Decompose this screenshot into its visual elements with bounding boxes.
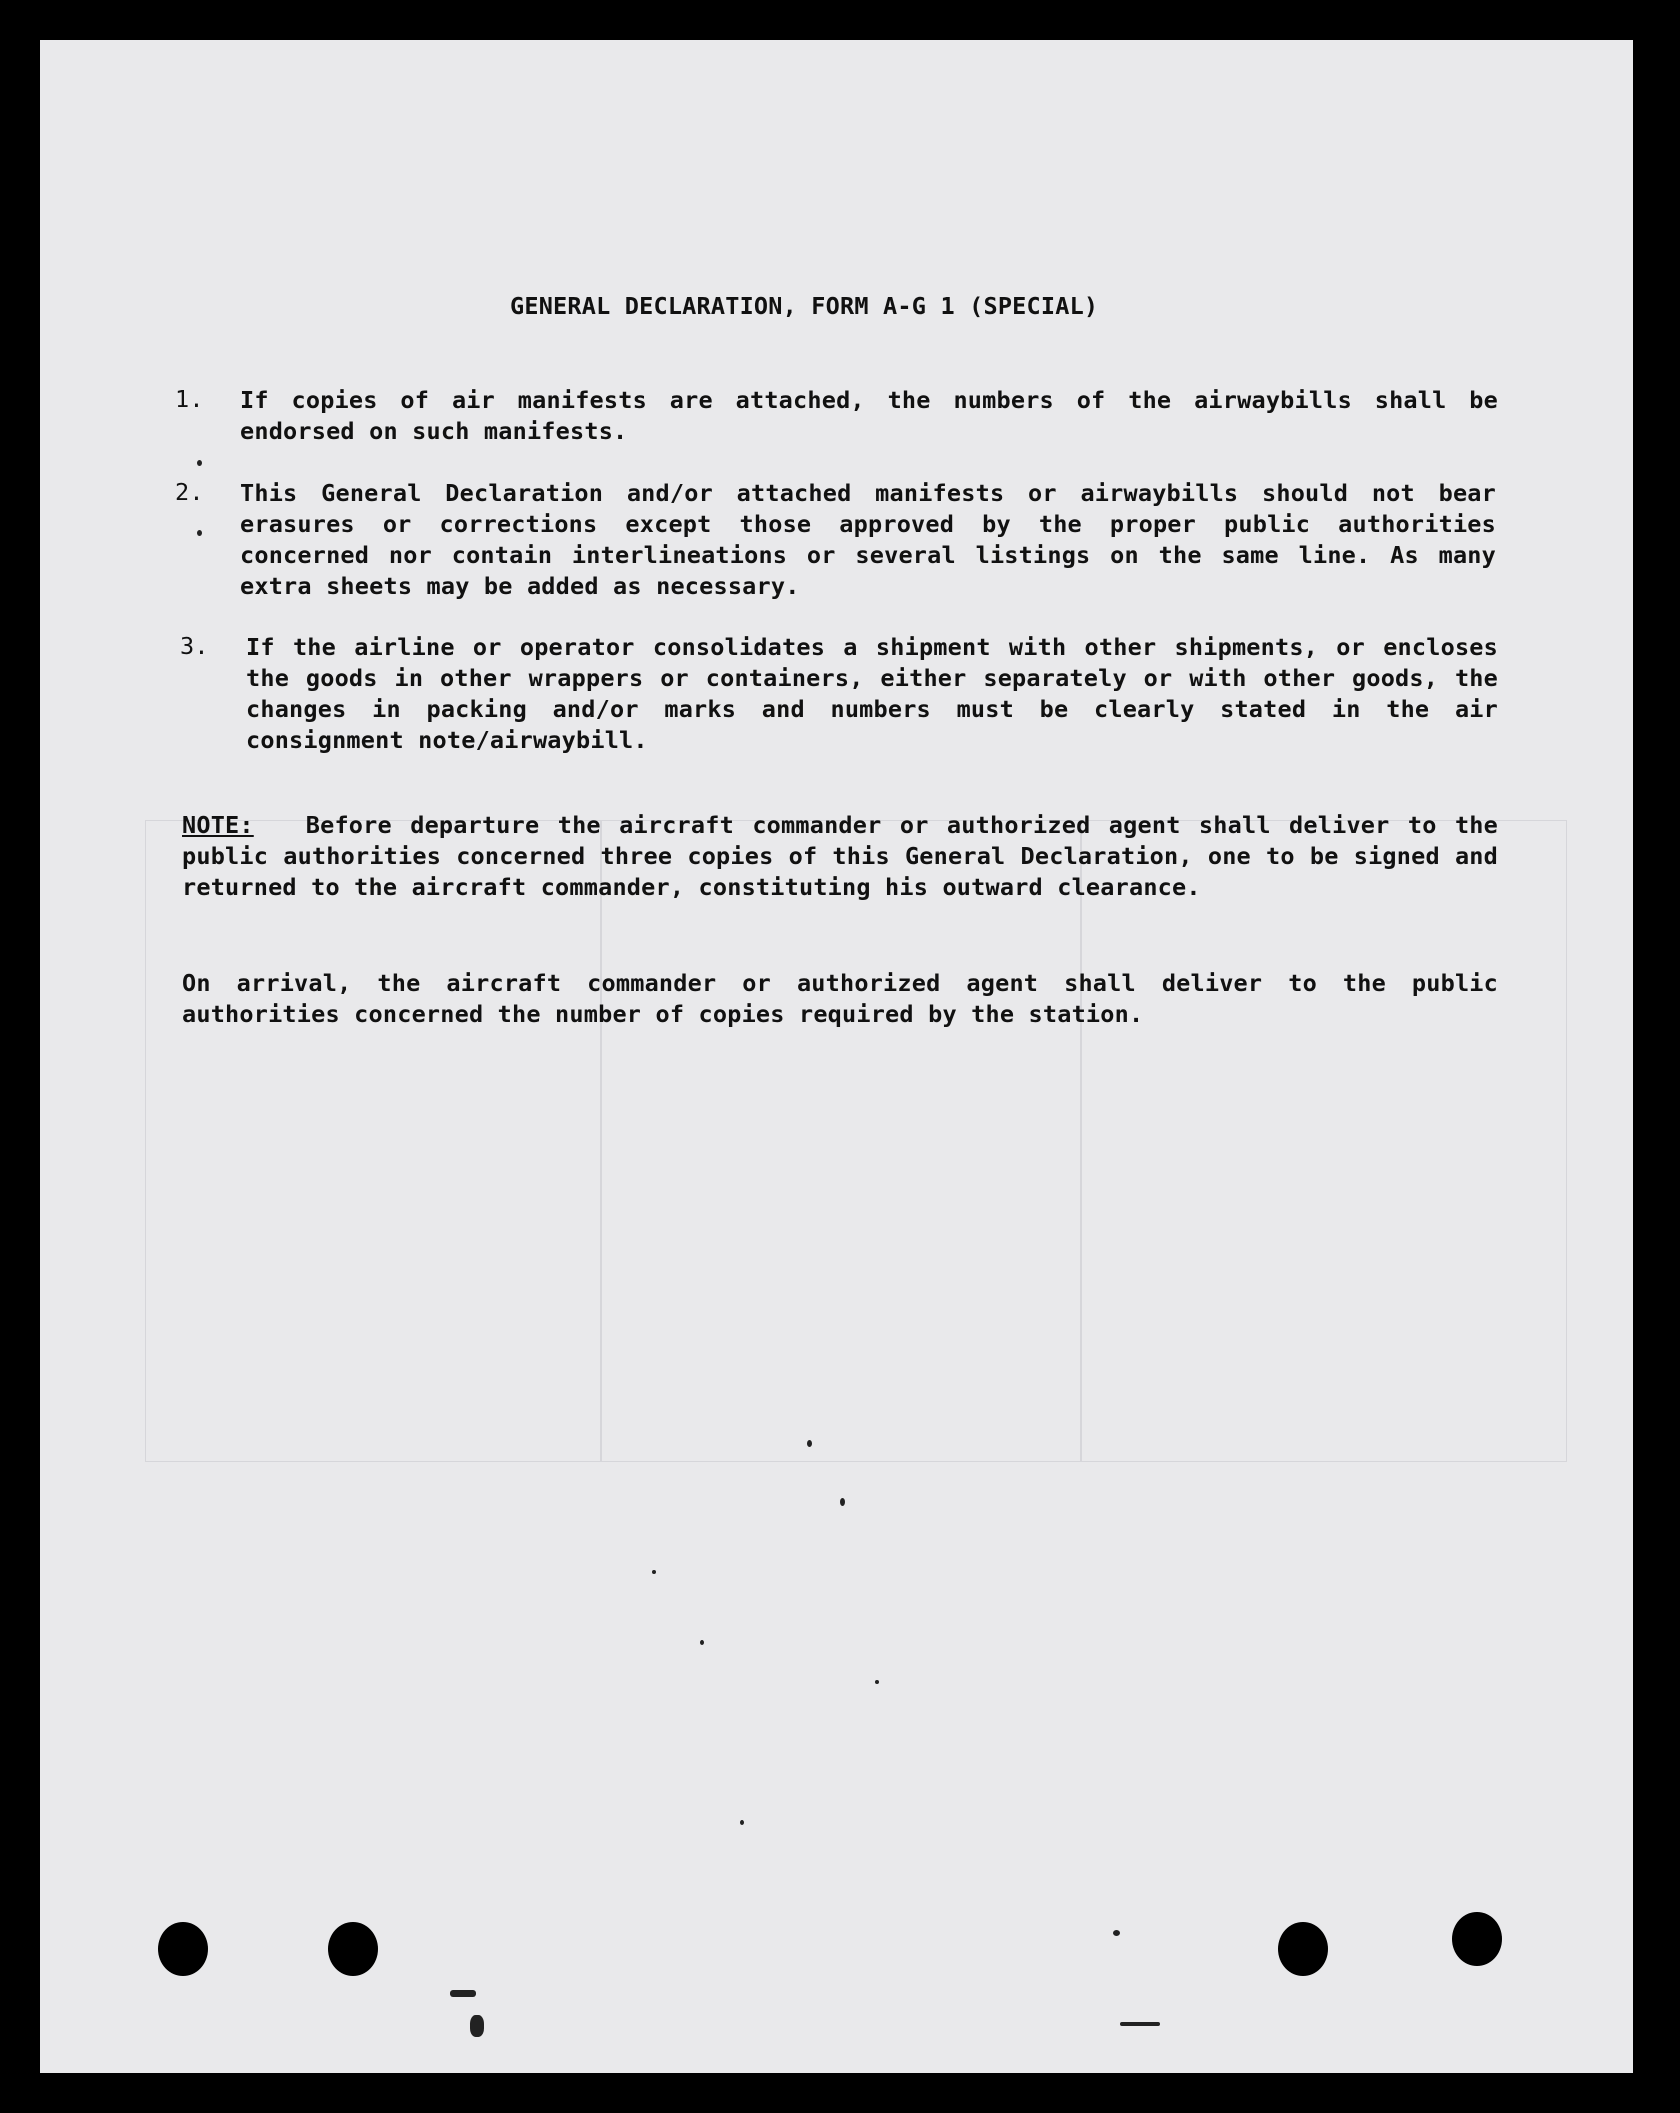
item-number: 1.	[175, 385, 204, 413]
show-through-box	[1080, 820, 1082, 1462]
ink-speck	[700, 1640, 704, 1645]
show-through-box	[145, 820, 1567, 1462]
ink-speck	[875, 1680, 879, 1684]
ink-speck	[197, 460, 202, 466]
ink-speck	[470, 2015, 484, 2037]
note-paragraph	[182, 810, 1498, 903]
ink-speck	[807, 1440, 812, 1447]
ink-speck	[840, 1498, 845, 1506]
page-title: GENERAL DECLARATION, FORM A-G 1 (SPECIAL)	[510, 292, 1099, 320]
ink-speck	[652, 1570, 656, 1574]
arrival-paragraph: On arrival, the aircraft commander or authorized agent shall deliver to the public authorities concerned the number of copies required by the station.	[182, 969, 1498, 1028]
ink-speck	[1120, 2022, 1160, 2026]
item-number: 3.	[180, 632, 209, 660]
punch-hole	[328, 1922, 378, 1976]
ink-speck	[197, 530, 202, 536]
item-number: 2.	[175, 478, 204, 506]
show-through-box	[600, 820, 602, 1462]
punch-hole	[1452, 1912, 1502, 1966]
item-text: This General Declaration and/or attached manifests or airwaybills should not bear erasures or corrections except those approved by the proper public authorities concerned nor contain interlineations or several listings on the same line. As many extra sheets may be added as necessary.	[240, 479, 1496, 600]
ink-speck	[740, 1820, 744, 1825]
ink-speck	[450, 1990, 476, 1997]
item-text: If copies of air manifests are attached, the numbers of the airwaybills shall be endorsed on such manifests.	[240, 386, 1498, 445]
item-text: If the airline or operator consolidates a shipment with other shipments, or encloses the goods in other wrappers or containers, either separately or with other goods, the changes in packing and/or marks and numbers must be clearly stated in the air consignment note/airwaybill.	[246, 633, 1498, 754]
ink-speck	[1113, 1930, 1120, 1936]
note-text: Before departure the aircraft commander or authorized agent shall deliver to the public authorities concerned three copies of this General Declaration, one to be signed and returned to the aircraft commander, constituting his outward clearance.	[182, 811, 1498, 901]
document-page	[40, 40, 1633, 2073]
punch-hole	[158, 1922, 208, 1976]
note-label: NOTE:	[182, 811, 254, 839]
punch-hole	[1278, 1922, 1328, 1976]
